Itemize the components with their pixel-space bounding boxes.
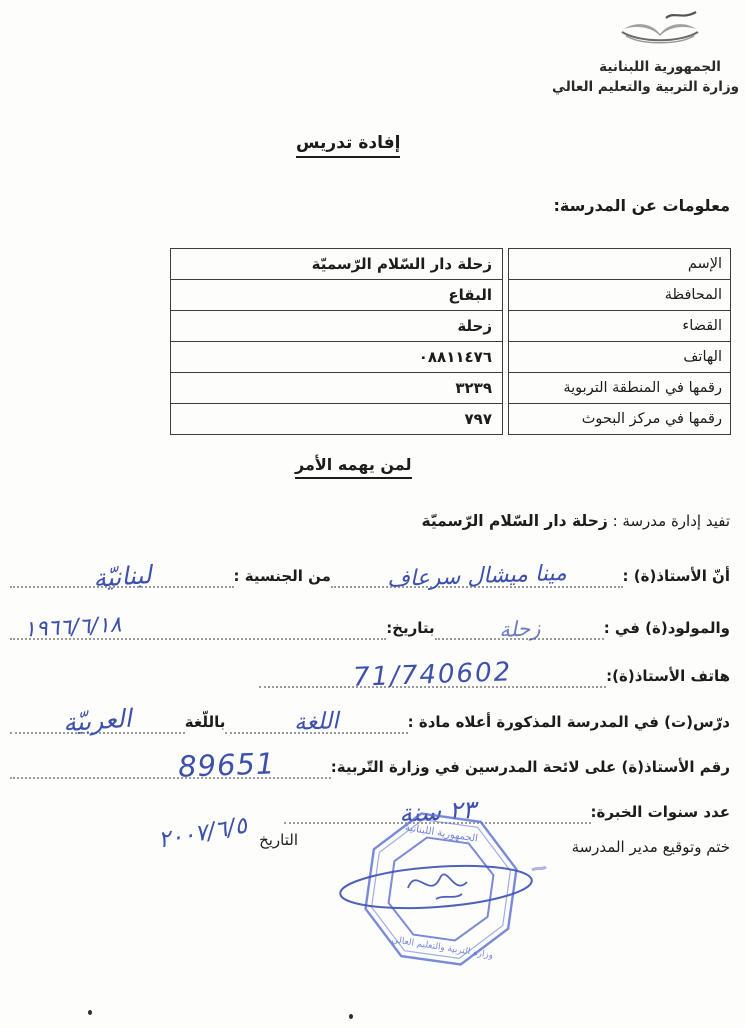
birthdate-label: بتاريخ:	[386, 619, 435, 637]
table-value-district-number: ٣٢٣٩	[170, 372, 503, 404]
subject-handwriting: اللغة	[293, 708, 340, 736]
intro-line	[421, 512, 730, 530]
intro-school-name: زحلة دار السّلام الرّسميّة	[421, 512, 608, 530]
birthdate-handwriting: ١٩٦٦/٦/١٨	[23, 612, 123, 643]
table-value-research-number: ٧٩٧	[170, 403, 503, 435]
teacher-phone-handwriting: 71/740602	[352, 657, 513, 693]
registry-field	[10, 739, 331, 784]
form-row-phone	[10, 650, 730, 693]
teacher-phone-field	[259, 648, 606, 693]
table-value-name: زحلة دار السّلام الرّسميّة	[170, 248, 503, 280]
form-row-registry	[10, 741, 730, 784]
form-row-birth	[10, 602, 730, 643]
registry-number-handwriting: 89651	[177, 746, 277, 784]
nationality-handwriting: لبنانيّة	[91, 559, 153, 593]
table-value-district: زحلة	[170, 310, 503, 342]
table-label-research-number: رقمها في مركز البحوث	[508, 403, 731, 435]
birthplace-label: والمولود(ة) في :	[603, 619, 730, 637]
school-info-table	[170, 249, 731, 435]
row-spacer	[10, 650, 259, 688]
table-value-governorate: البقاع	[170, 279, 503, 311]
nationality-label: من الجنسية :	[233, 567, 331, 585]
table-label-district-number: رقمها في المنطقة التربوية	[508, 372, 731, 404]
table-label-phone: الهاتف	[508, 341, 731, 373]
birthdate-field	[10, 600, 386, 643]
table-value-phone: ٠٨٨١١٤٧٦	[170, 341, 503, 373]
nationality-field	[10, 548, 234, 593]
intro-label: تفيد إدارة مدرسة :	[612, 512, 730, 530]
concern-heading: لمن يهمه الأمر	[295, 455, 412, 479]
language-handwriting: العربيّة	[62, 703, 133, 738]
ministry-name: وزارة التربية والتعليم العالي	[552, 78, 739, 95]
scan-speck	[88, 1010, 92, 1015]
birthplace-handwriting: زحلة	[497, 615, 541, 643]
experience-label: عدد سنوات الخبرة:	[590, 803, 730, 821]
table-label-district: القضاء	[508, 310, 731, 342]
scan-speck	[349, 1014, 353, 1019]
registry-label: رقم الأستاذ(ة) على لائحة المدرسين في وزارة التّربية:	[330, 758, 730, 776]
date-label: التاريخ	[259, 830, 298, 849]
language-field	[10, 694, 185, 738]
stamp-signature-label: ختم وتوقيع مدير المدرسة	[571, 838, 730, 856]
ministry-header	[552, 8, 739, 97]
teacher-name-handwriting: مينا ميشال سرعاف	[386, 560, 568, 593]
official-stamp	[336, 804, 548, 976]
stamp-graphic	[336, 804, 548, 976]
form-row-teacher	[10, 550, 730, 593]
form-row-subject	[10, 696, 730, 738]
table-label-name: الإسم	[508, 248, 731, 280]
document-title: إفادة تدريس	[296, 133, 400, 158]
teacher-name-field	[331, 548, 623, 593]
table-label-governorate: المحافظة	[508, 279, 731, 311]
date-handwriting: ٢٠٠٧/٦/٥	[156, 812, 250, 854]
republic-name: الجمهورية اللبنانية	[599, 59, 721, 75]
birthplace-field	[435, 600, 604, 643]
experience-handwriting: ٢٣ سنة	[398, 795, 477, 828]
language-label: باللّغة	[184, 713, 226, 731]
teacher-phone-label: هاتف الأستاذ(ة):	[606, 667, 730, 685]
date-row	[18, 812, 298, 854]
school-info-heading: معلومات عن المدرسة:	[553, 196, 730, 215]
ministry-book-logo	[610, 8, 710, 56]
subject-field	[225, 694, 407, 734]
subject-label: درّس(ت) في المدرسة المذكورة أعلاه مادة :	[407, 713, 730, 731]
stamp-top-text: الجمهورية اللبنانية	[404, 822, 479, 845]
stamp-bottom-text: وزارة التربية والتعليم العالي	[390, 935, 494, 961]
teacher-label: أنّ الأستاذ(ة) :	[622, 567, 730, 585]
